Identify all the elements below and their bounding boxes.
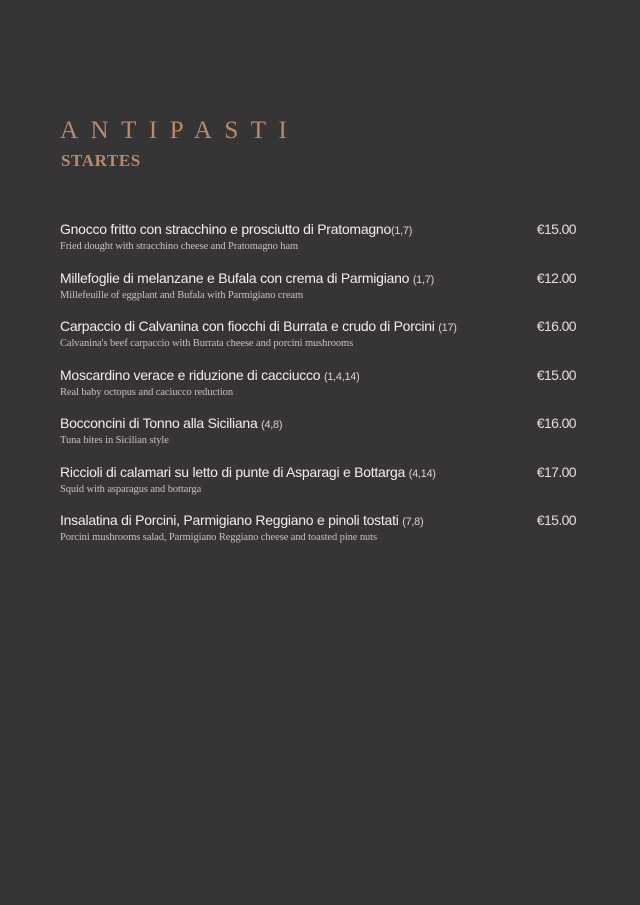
section-subtitle: STARTES — [61, 151, 141, 170]
item-name-text: Bocconcini di Tonno alla Siciliana — [60, 415, 262, 431]
item-name-text: Riccioli di calamari su letto di punte di Asparagi e Bottarga — [60, 463, 409, 480]
item-price: €12.00 — [536, 269, 576, 286]
item-name — [60, 462, 436, 484]
item-name — [60, 413, 282, 435]
item-name-text: Gnocco fritto con stracchino e prosciutto di Pratomagno — [60, 221, 391, 237]
item-allergens: (4,8) — [261, 419, 283, 431]
item-description: Squid with asparagus and bottarga — [60, 483, 202, 495]
item-description: Porcini mushrooms salad, Parmigiano Reggiano cheese and toasted pine nuts — [60, 532, 377, 543]
item-name-text: Moscardino verace e riduzione di cacciucco — [60, 366, 324, 383]
menu-item — [60, 268, 580, 317]
item-allergens: (1,7) — [412, 273, 434, 286]
item-price: €17.00 — [536, 463, 576, 480]
item-allergens: (7,8) — [402, 516, 424, 528]
item-allergens: (4,14) — [408, 467, 436, 480]
menu-list — [60, 219, 580, 559]
item-name — [60, 219, 412, 241]
item-name — [60, 365, 359, 387]
section-title: ANTIPASTI — [60, 117, 300, 144]
item-name-text: Insalatina di Porcini, Parmigiano Reggiano e pinoli tostati — [60, 512, 403, 528]
menu-item — [60, 365, 580, 414]
item-description: Real baby octopus and caciucco reduction — [60, 386, 233, 398]
item-description: Millefeuille of eggplant and Bufala with Parmigiano cream — [60, 289, 304, 301]
item-price: €16.00 — [536, 415, 576, 431]
item-description: Calvanina's beef carpaccio with Burrata cheese and porcini mushrooms — [60, 338, 354, 349]
item-allergens: (1,7) — [390, 225, 413, 237]
menu-item — [60, 219, 580, 268]
item-allergens: (1,4,14) — [323, 370, 360, 383]
item-name — [60, 510, 423, 532]
item-price: €15.00 — [536, 221, 576, 237]
menu-item — [60, 316, 580, 365]
menu-item — [60, 462, 580, 511]
item-description: Fried dought with stracchino cheese and Pratomagno ham — [60, 241, 299, 252]
item-price: €15.00 — [536, 512, 576, 528]
item-name — [60, 268, 434, 290]
menu-item — [60, 510, 580, 559]
menu-item — [60, 413, 580, 462]
item-name — [60, 316, 457, 338]
item-name-text: Millefoglie di melanzane e Bufala con crema di Parmigiano — [60, 269, 413, 286]
item-price: €15.00 — [536, 366, 576, 383]
item-name-text: Carpaccio di Calvanina con fiocchi di Burrata e crudo di Porcini — [60, 318, 439, 334]
item-description: Tuna bites in Sicilian style — [60, 435, 169, 446]
item-allergens: (17) — [438, 322, 457, 334]
item-price: €16.00 — [536, 318, 576, 334]
